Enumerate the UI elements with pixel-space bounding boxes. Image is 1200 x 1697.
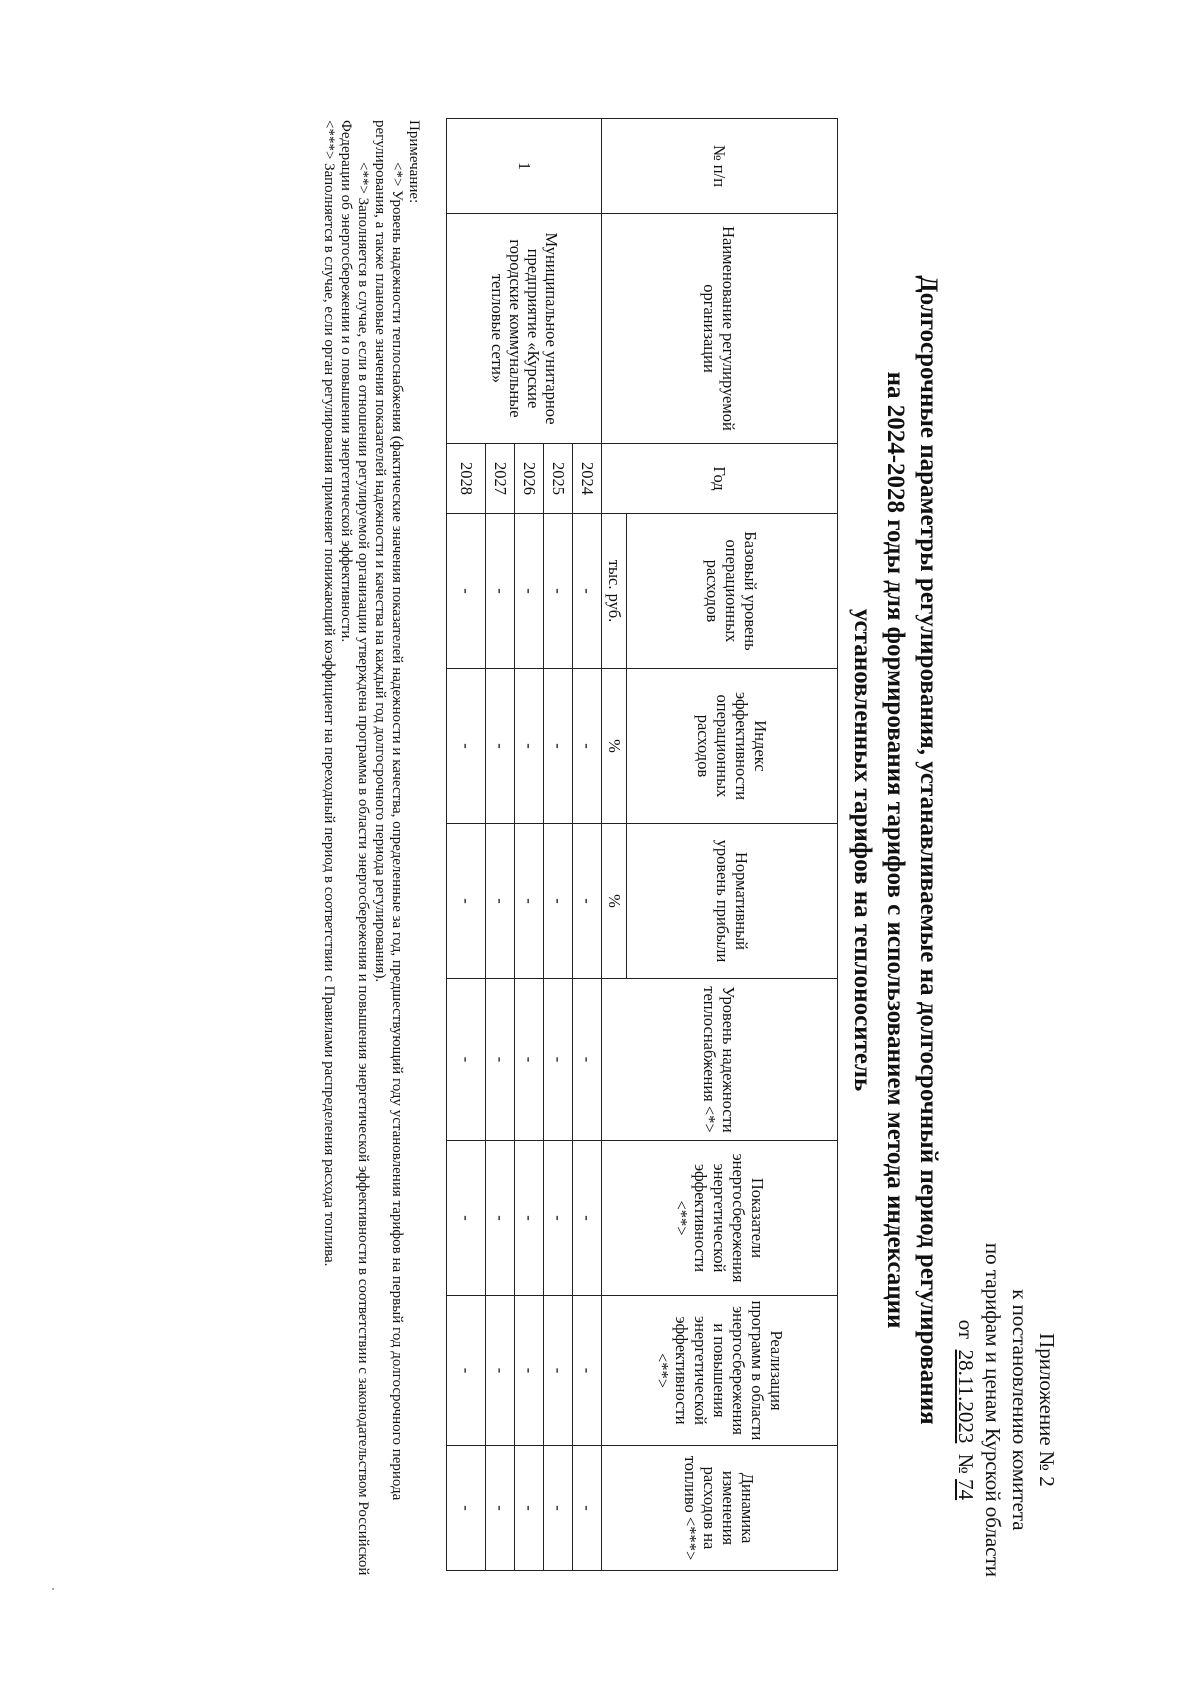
resolution-number: 74: [954, 1479, 978, 1501]
header-year: Год: [602, 444, 838, 514]
header-programs: Реализация программ в области энергосбережения и повышения энергетической эффективности <**>: [602, 1296, 838, 1446]
cell-reliability: -: [544, 979, 573, 1141]
cell-energy-indicators: -: [544, 1141, 573, 1296]
cell-programs: -: [515, 1296, 544, 1446]
date-prefix: от: [954, 1319, 978, 1340]
cell-fuel: -: [486, 1446, 515, 1571]
header-num: № п/п: [602, 119, 838, 214]
cell-index: -: [544, 669, 573, 824]
organization-name: Муниципальное унитарное предприятие «Курские городские коммунальные тепловые сети»: [447, 214, 602, 444]
header-energy-indicators: Показатели энергосбережения энергетической эффективности <**>: [602, 1141, 838, 1296]
cell-base: -: [573, 514, 602, 669]
cell-base: -: [447, 514, 486, 669]
cell-base: -: [515, 514, 544, 669]
header-row: [627, 119, 838, 1571]
cell-year: 2026: [515, 444, 544, 514]
cell-profit: -: [544, 824, 573, 979]
title-line-2: на 2024-2028 годы для формирования тарифов с использованием метода индексации: [882, 371, 909, 1329]
header-fuel: Динамика изменения расходов на топливо <***>: [602, 1446, 838, 1571]
note-energy: <**> Заполняется в случае, если в отношении регулируемой организации утверждена программа в области энергосбережения и повышения энергетической эффективности в соответствии с законодательством Российской Федерации об энергосбережении и о повышении энергетической эффективности.: [338, 120, 371, 1576]
cell-profit: -: [447, 824, 486, 979]
cell-profit: -: [515, 824, 544, 979]
cell-profit: -: [486, 824, 515, 979]
cell-programs: -: [447, 1296, 486, 1446]
header-index: Индекс эффективности операционных расходов: [627, 669, 838, 824]
cell-programs: -: [544, 1296, 573, 1446]
cell-year: 2024: [573, 444, 602, 514]
cell-index: -: [573, 669, 602, 824]
cell-energy-indicators: -: [573, 1141, 602, 1296]
cell-energy-indicators: -: [447, 1141, 486, 1296]
cell-fuel: -: [447, 1446, 486, 1571]
scan-speck: [52, 1588, 54, 1590]
appendix-date-line: [952, 1243, 979, 1577]
header-reliability: Уровень надежности теплоснабжения <*>: [602, 979, 838, 1141]
title-line-3: установленных тарифов на теплоноситель: [849, 608, 876, 1092]
document-title: [846, 140, 945, 1560]
header-org: Наименование регулируемой организации: [602, 214, 838, 444]
cell-programs: -: [486, 1296, 515, 1446]
unit-index: %: [602, 669, 627, 824]
table-row: [573, 119, 602, 1571]
cell-energy-indicators: -: [486, 1141, 515, 1296]
notes-heading: Примечание:: [406, 120, 422, 204]
cell-index: -: [486, 669, 515, 824]
cell-reliability: -: [447, 979, 486, 1141]
appendix-title: Приложение № 2: [1035, 1333, 1059, 1487]
cell-index: -: [515, 669, 544, 824]
cell-profit: -: [573, 824, 602, 979]
row-number: 1: [447, 119, 602, 214]
cell-year: 2027: [486, 444, 515, 514]
header-profit: Нормативный уровень прибыли: [627, 824, 838, 979]
unit-base: тыс. руб.: [602, 514, 627, 669]
header-base: Базовый уровень операционных расходов: [627, 514, 838, 669]
cell-index: -: [447, 669, 486, 824]
appendix-line-2: к постановлению комитета: [1008, 1289, 1032, 1531]
title-line-1: Долгосрочные параметры регулирования, устанавливаемые на долгосрочный период регулирования: [915, 275, 942, 1425]
cell-fuel: -: [573, 1446, 602, 1571]
cell-energy-indicators: -: [515, 1141, 544, 1296]
unit-profit: %: [602, 824, 627, 979]
appendix-header: [952, 1243, 1060, 1577]
parameters-table: [446, 118, 838, 1571]
cell-fuel: -: [544, 1446, 573, 1571]
cell-reliability: -: [486, 979, 515, 1141]
cell-fuel: -: [515, 1446, 544, 1571]
cell-programs: -: [573, 1296, 602, 1446]
cell-base: -: [486, 514, 515, 669]
cell-year: 2025: [544, 444, 573, 514]
cell-year: 2028: [447, 444, 486, 514]
appendix-line-3: по тарифам и ценам Курской области: [981, 1242, 1005, 1577]
note-reliability: <*> Уровень надежности теплоснабжения (фактические значения показателей надежности и качества, определенные за год, предшествующий году установления тарифов на первый год долгосрочного периода регулирования, а также плановые значения показателей надежности и качества на каждый год долгосрочного периода регулирования).: [372, 120, 405, 1501]
cell-reliability: -: [515, 979, 544, 1141]
resolution-date: 28.11.2023: [954, 1349, 978, 1444]
notes-section: [320, 120, 422, 1590]
note-fuel: <***> Заполняется в случае, если орган регулирования применяет понижающий коэффициент на переходный период в соответствии с Правилами распределения расхода топлива.: [321, 120, 337, 1267]
cell-base: -: [544, 514, 573, 669]
cell-reliability: -: [573, 979, 602, 1141]
number-prefix: №: [954, 1453, 978, 1474]
